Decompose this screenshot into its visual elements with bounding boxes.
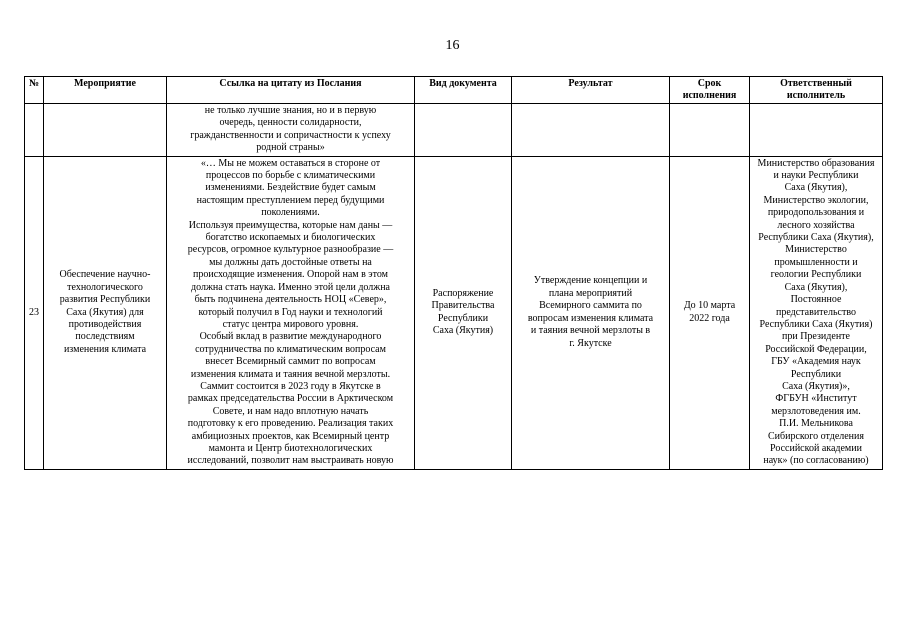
- text-line: Министерство экологии,: [763, 194, 869, 206]
- header-num: №: [25, 77, 44, 104]
- text-line: изменения климата и таяния вечной мерзлоты.: [190, 368, 391, 380]
- event-cell: [44, 156, 167, 469]
- continued-quote-cell: [167, 104, 415, 157]
- text-line: г. Якутске: [569, 337, 612, 349]
- continued-num-cell: [25, 104, 44, 157]
- text-line: Постоянное: [790, 294, 842, 306]
- responsible-cell: [750, 156, 883, 469]
- text-line: Республики: [437, 312, 489, 324]
- text-line: Используя преимущества, которые нам даны —: [188, 219, 393, 231]
- text-line: Обеспечение научно-: [59, 269, 151, 281]
- text-line: внесет Всемирный саммит по вопросам: [205, 356, 376, 368]
- text-line: Особый вклад в развитие международного: [199, 331, 382, 343]
- text-line: 2022 года: [689, 312, 730, 324]
- text-line: Саха (Якутия),: [784, 281, 848, 293]
- header-quote: Ссылка на цитату из Послания: [167, 77, 415, 104]
- text-line: последствиям: [75, 331, 135, 343]
- text-line: лесного хозяйства: [777, 219, 855, 231]
- continued-responsible-cell: [750, 104, 883, 157]
- header-responsible: Ответственный исполнитель: [750, 77, 883, 104]
- text-line: должна стать наука. Именно этой цели должна: [191, 281, 390, 293]
- text-line: мерзлотоведения им.: [771, 405, 861, 417]
- header-doc-type: Вид документа: [415, 77, 512, 104]
- header-result: Результат: [512, 77, 670, 104]
- text-line: Российской Федерации,: [765, 343, 867, 355]
- continued-doc-type-cell: [415, 104, 512, 157]
- text-line: статус центра мирового уровня.: [222, 318, 359, 330]
- result-cell: [512, 156, 670, 469]
- text-line: поколениями.: [261, 207, 320, 219]
- text-line: геологии Республики: [770, 269, 862, 281]
- text-line: амбициозных проектов, как Всемирный центр: [191, 430, 390, 442]
- table-row-23: [25, 156, 883, 469]
- continued-event-cell: [44, 104, 167, 157]
- doc-type-cell: [415, 156, 512, 469]
- text-line: Российской академии: [770, 442, 862, 454]
- text-line: Совете, и нам надо вплотную начать: [212, 405, 369, 417]
- text-line: и науки Республики: [773, 170, 859, 182]
- text-line: процессов по борьбе с климатическими: [205, 170, 376, 182]
- text-line: П.И. Мельникова: [779, 418, 853, 430]
- text-line: не только лучшие знания, но и в первую: [204, 105, 377, 116]
- text-line: происходящие изменения. Опорой нам в этом: [193, 269, 388, 281]
- text-line: исследований, позволит нам выстраивать новую: [187, 455, 394, 467]
- text-line: изменениями. Бездействие будет самым: [205, 182, 376, 194]
- text-line: наук» (по согласованию): [763, 455, 869, 467]
- text-line: вопросам изменения климата: [527, 312, 654, 324]
- text-line: родной страны»: [256, 142, 325, 154]
- row-number: 23: [25, 156, 44, 469]
- text-line: ГБУ «Академия наук: [771, 356, 861, 368]
- text-line: сотрудничества по климатическим вопросам: [195, 343, 386, 355]
- text-line: Всемирного саммита по: [539, 300, 642, 312]
- text-line: Республики Саха (Якутия),: [758, 232, 874, 244]
- text-line: Саммит состоится в 2023 году в Якутске в: [200, 380, 381, 392]
- text-line: очередь, ценности солидарности,: [219, 117, 362, 129]
- text-line: Сибирского отделения: [768, 430, 864, 442]
- text-line: развития Республики: [59, 294, 151, 306]
- text-line: Утверждение концепции и: [533, 275, 648, 287]
- text-line: представительство: [775, 306, 856, 318]
- text-line: подготовку к его проведению. Реализация таких: [187, 418, 394, 430]
- continued-result-cell: [512, 104, 670, 157]
- text-line: ФГБУН «Институт: [775, 393, 857, 405]
- text-line: природопользования и: [767, 207, 865, 219]
- text-line: мамонта и Центр биотехнологических: [208, 442, 373, 454]
- continued-deadline-cell: [670, 104, 750, 157]
- text-line: Министерство: [785, 244, 847, 256]
- header-deadline: Срок исполнения: [670, 77, 750, 104]
- text-line: Саха (Якутия)»,: [782, 380, 850, 392]
- text-line: промышленности и: [774, 256, 858, 268]
- text-line: Республики Саха (Якутия): [759, 318, 873, 330]
- text-line: плана мероприятий: [548, 287, 633, 299]
- header-row: [25, 77, 883, 104]
- quote-cell: [167, 156, 415, 469]
- text-line: и таяния вечной мерзлоты в: [530, 325, 651, 337]
- text-line: при Президенте: [782, 331, 850, 343]
- text-line: рамках председательства России в Арктическом: [187, 393, 394, 405]
- text-line: мы должны дать достойные ответы на: [209, 256, 372, 268]
- text-line: Саха (Якутия),: [784, 182, 848, 194]
- table-row-continued: [25, 104, 883, 157]
- text-line: ресурсов, огромное культурное разнообразие —: [187, 244, 394, 256]
- text-line: Республики: [790, 368, 842, 380]
- text-line: который получил в Год науки и технологий: [198, 306, 383, 318]
- text-line: технологического: [67, 281, 143, 293]
- text-line: настоящим преступлением перед будущими: [196, 194, 385, 206]
- text-line: противодействия: [68, 318, 142, 330]
- text-line: Саха (Якутия) для: [66, 306, 144, 318]
- text-line: изменения климата: [63, 343, 147, 355]
- text-line: богатство ископаемых и биологических: [205, 232, 376, 244]
- text-line: Распоряжение: [432, 287, 494, 299]
- text-line: Саха (Якутия): [432, 325, 494, 337]
- text-line: Министерство образования: [757, 157, 875, 169]
- text-line: гражданственности и сопричастности к успеху: [190, 129, 391, 141]
- deadline-cell: [670, 156, 750, 469]
- text-line: быть подчинена деятельность НОЦ «Север»,: [194, 294, 387, 306]
- text-line: «… Мы не можем оставаться в стороне от: [200, 157, 381, 169]
- header-event: Мероприятие: [44, 77, 167, 104]
- text-line: Правительства: [431, 300, 495, 312]
- text-line: До 10 марта: [683, 300, 736, 312]
- page-number: 16: [445, 38, 460, 53]
- plan-table: [24, 76, 883, 470]
